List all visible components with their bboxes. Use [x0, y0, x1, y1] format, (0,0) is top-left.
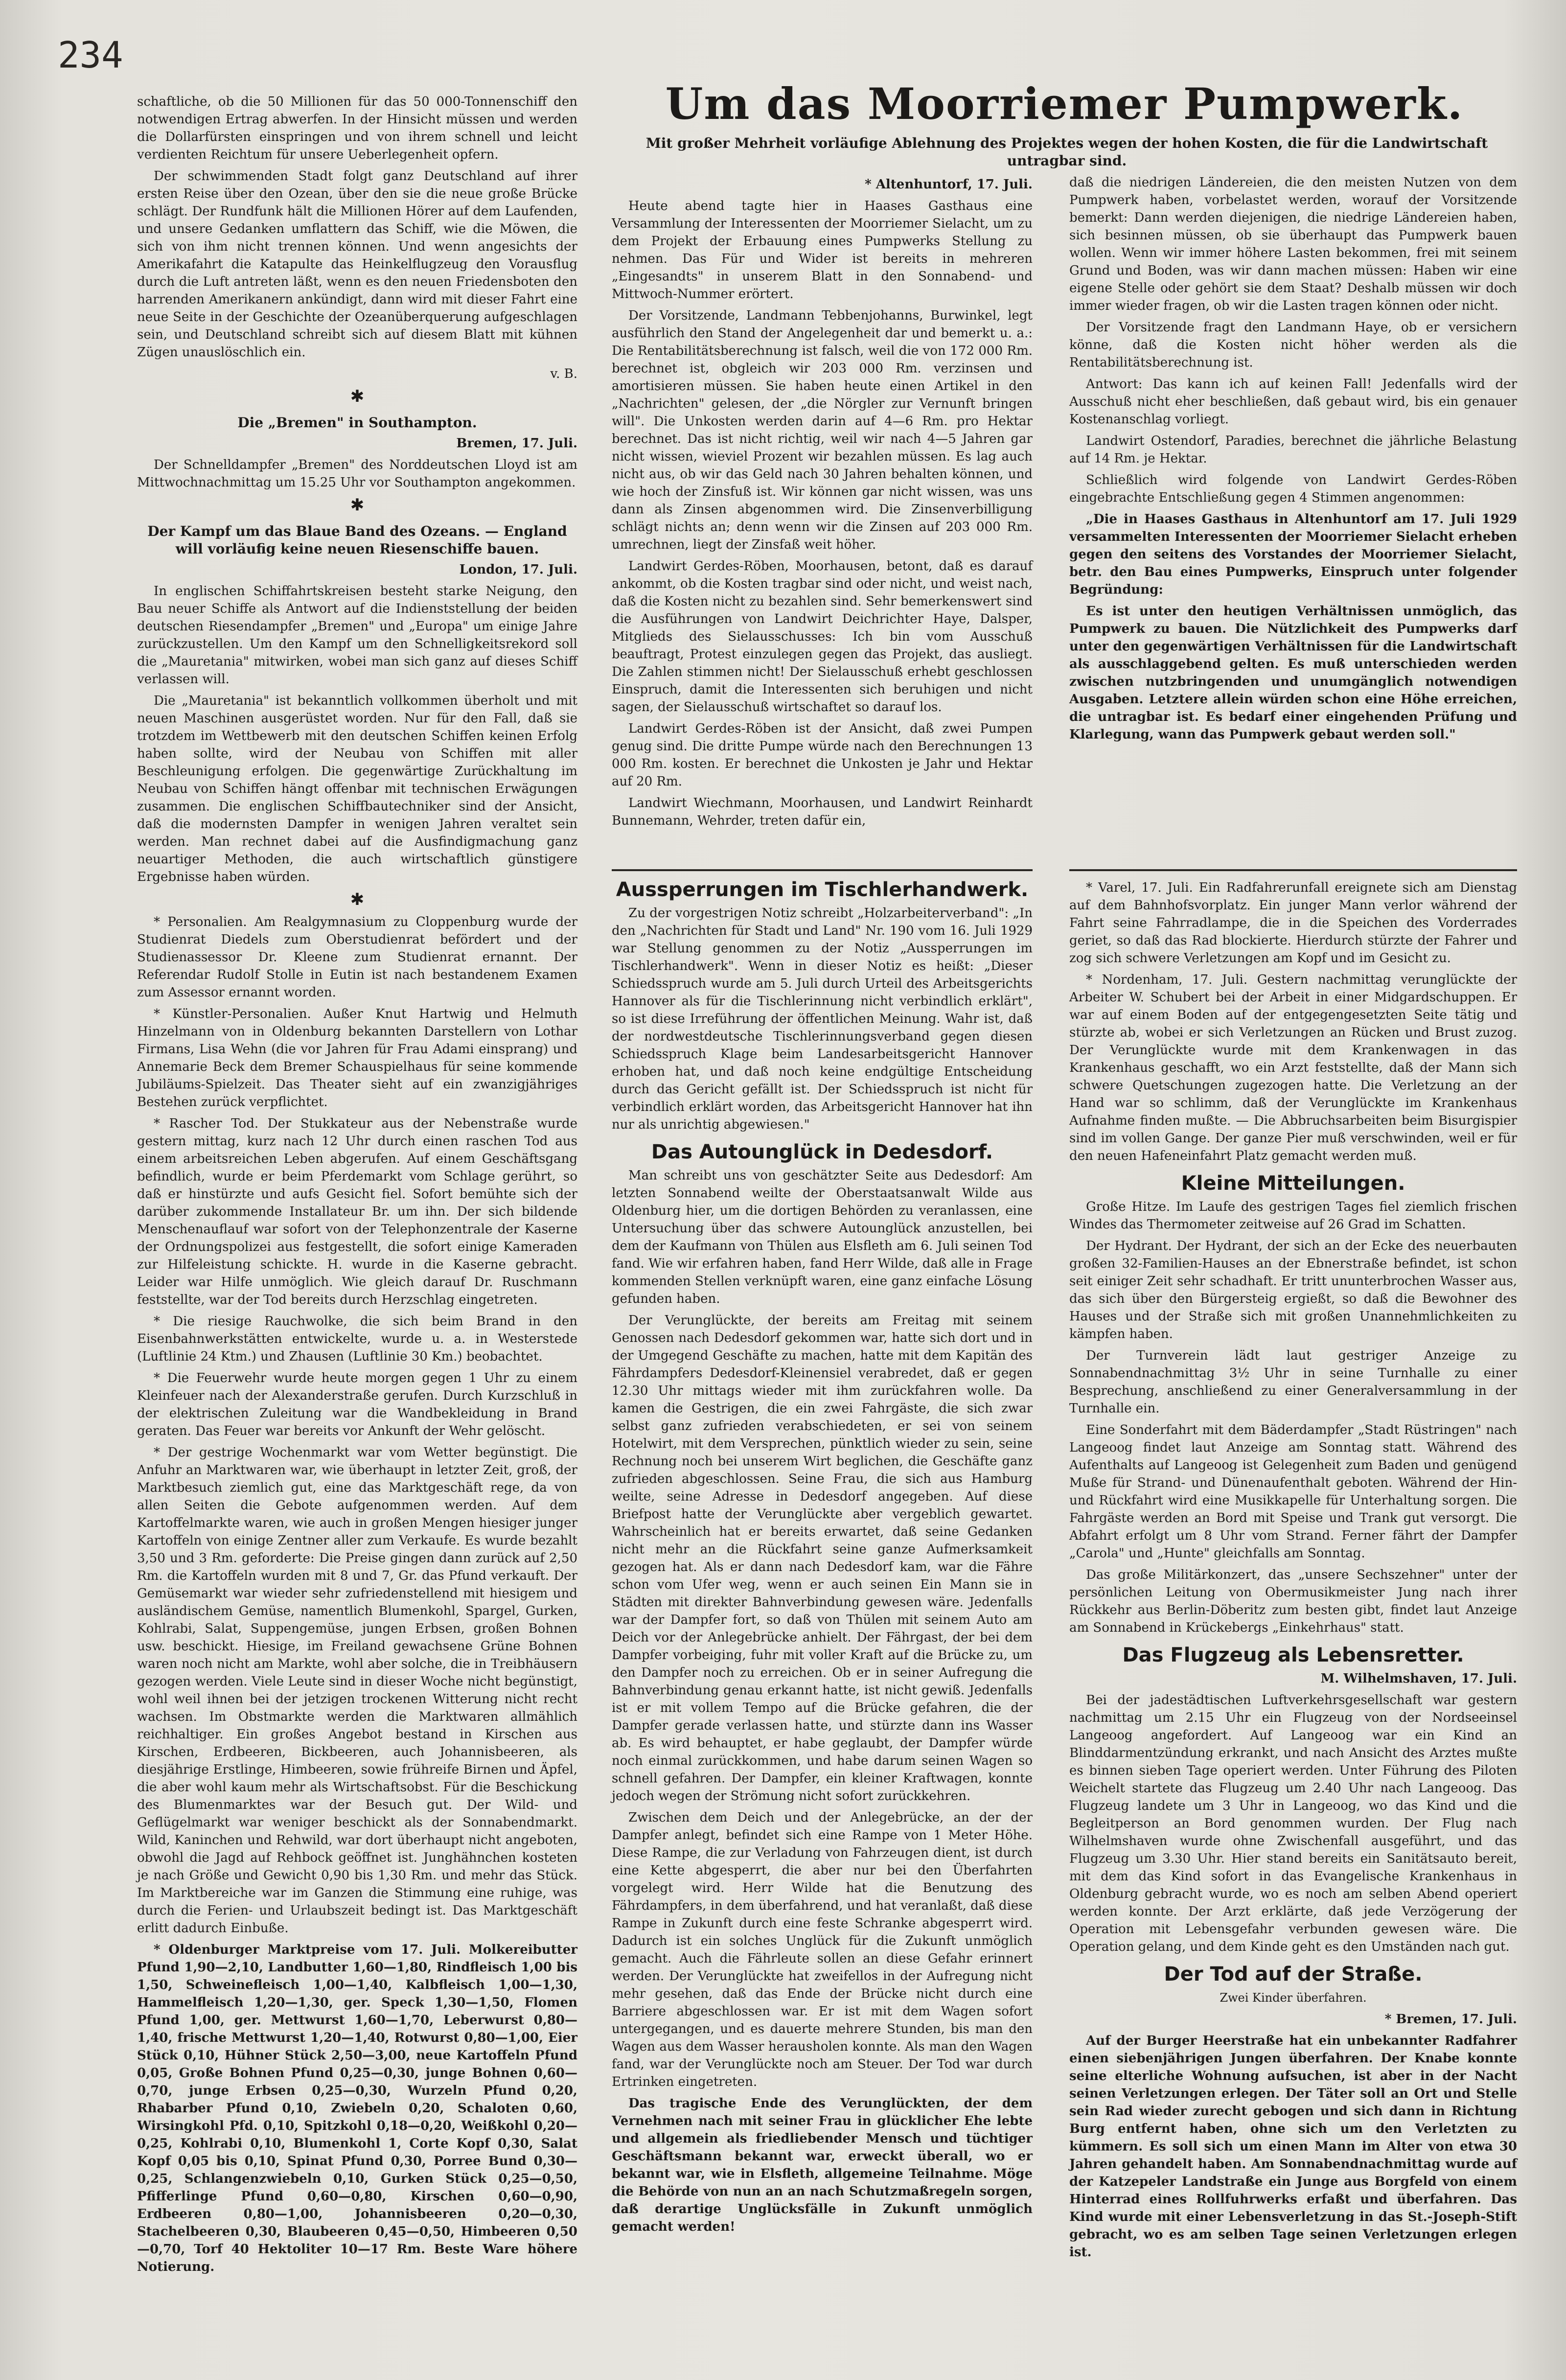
column-left: [137, 93, 577, 2280]
column-middle: [612, 174, 1033, 833]
paragraph: Der schwimmenden Stadt folgt ganz Deutschland auf ihrer ersten Reise über den Ozean, über den sie die neue große Brücke schlägt. Der Rundfunk hält die Millionen Hörer auf dem Laufenden, und unsere Gedanken umflattern das Schiff, wie die Möwen, die sich von ihm nicht trennen können. Und wenn angesichts der Amerikafahrt die Katapulte das Heinkelflugzeug den Vorausflug durch die Luft antreten läßt, wenn es den neuen Friedensboten den harrenden Amerikanern ankündigt, dann wird mit dieser Fahrt eine neue Seite in der Geschichte der Ozeanüberquerung aufgeschlagen sein, und Deutschland schreibt sich auf diesem Blatt mit kühnen Zügen unauslöschlich ein.: [137, 169, 577, 360]
paragraph: Heute abend tagte hier in Haases Gasthaus eine Versammlung der Interessenten der Moorriemer Sielacht, um zu dem Projekt der Erbauung eines Pumpwerks Stellung zu nehmen. Das Für und Wider ist bereits in mehreren „Eingesandts" in unserem Blatt in den Sonnabend- und Mittwoch-Nummer erörtert.: [612, 199, 1033, 301]
short-notice: Eine Sonderfahrt mit dem Bäderdampfer „Stadt Rüstringen" nach Langeoog findet laut Anzeige am Sonntag statt. Während des Aufenthalts auf Langeoog ist Gelegenheit zum Baden und genügend Muße für Strand- und Dünenaufenthalt geboten. Während der Hin- und Rückfahrt wird eine Musikkapelle für Unterhaltung sorgen. Die Fahrgäste werden an Bord mit Speise und Trank gut versorgt. Die Abfahrt erfolgt um 8 Uhr vom Strand. Ferner fährt der Dampfer „Carola" und „Hunte" gleichfalls am Sonntag.: [1069, 1423, 1517, 1561]
article-subtitle: Zwei Kinder überfahren.: [1220, 1991, 1367, 2005]
paragraph: Schließlich wird folgende von Landwirt Gerdes-Röben eingebrachte Entschließung gegen 4 Stimmen angenommen:: [1069, 473, 1517, 505]
local-news-item: * Die Feuerwehr wurde heute morgen gegen 1 Uhr zu einem Kleinfeuer nach der Alexanderstraße gerufen. Durch Kurzschluß in der elektrischen Zuleitung war die Wandbekleidung in Brand geraten. Das Feuer war bereits vor Ankunft der Wehr gelöscht.: [137, 1371, 577, 1438]
dateline: * Altenhuntorf, 17. Juli.: [865, 177, 1033, 192]
paragraph: Der Vorsitzende, Landmann Tebbenjohanns, Burwinkel, legt ausführlich den Stand der Angelegenheit dar und bemerkt u. a.: Die Rentabilitätsberechnung ist falsch, weil die von 172 000 Rm. berechnet ist, obgleich wir 203 000 Rm. verzinsen und amortisieren müssen. Sie haben heute einen Artikel in den „Nachrichten" gelesen, der „die Nörgler zur Vernunft bringen will". Die Unkosten werden darin auf 4—6 Rm. pro Hektar berechnet. Das ist nicht richtig, weil wir nach 4—5 Jahren gar nicht wissen, wieviel Prozent wir bezahlen müssen. Es lag auch nicht aus, ob wir das Geld nach 30 Jahren behalten können, und wie hoch der Zinsfuß ist. Wir können gar nicht wissen, was uns dann als Zinsen abgenommen wird. Die Zinsenverbilligung schlägt nichts an; denn wenn wir die Zinsen auf 203 000 Rm. umrechnen, liegt der Zinsfaß weit höher.: [612, 308, 1033, 552]
local-news-item: * Varel, 17. Juli. Ein Radfahrerunfall ereignete sich am Dienstag auf dem Bahnhofsvorplatz. Ein junger Mann verlor während der Fahrt seine Fahrradlampe, die in die Speichen des Vorderrades geriet, so daß das Rad blockierte. Hierdurch stürzte der Fahrer und zog sich schwere Verletzungen am Kopf und im Gesicht zu.: [1069, 880, 1517, 966]
divider: [612, 869, 1033, 871]
paragraph: Der Vorsitzende fragt den Landmann Haye, ob er versichern könne, daß die Kosten nicht höher werden als die Rentabilitätsberechnung ist.: [1069, 320, 1517, 370]
paragraph: Landwirt Gerdes-Röben ist der Ansicht, daß zwei Pumpen genug sind. Die dritte Pumpe würde nach den Berechnungen 13 000 Rm. kosten. Er berechnet die Unkosten je Jahr und Hektar auf 20 Rm.: [612, 721, 1033, 789]
separator-star-icon: ✱: [350, 495, 365, 515]
column-right-lower: [1069, 861, 1517, 2265]
article-title: Der Kampf um das Blaue Band des Ozeans. — England will vorläufig keine neuen Riesenschiffe bauen.: [147, 523, 567, 557]
divider: [1069, 869, 1517, 871]
dateline: Bremen, 17. Juli.: [456, 436, 577, 451]
paragraph: Zwischen dem Deich und der Anlegebrücke, an der der Dampfer anlegt, befindet sich eine Rampe von 1 Meter Höhe. Diese Rampe, die zur Verladung von Fahrzeugen dient, ist durch eine Kette abgesperrt, die aber nur bei den Überfahrten vorgelegt wird. Herr Wilde hat die Benutzung des Fährdampfers, in dem überfahrend, und hat veranlaßt, daß diese Rampe in Zukunft durch eine feste Schranke abgesperrt wird. Dadurch ist ein solches Unglück für die Zukunft unmöglich gemacht. Auch die Fährleute sollen an diese Gefahr erinnert werden. Der Verunglückte hat zweifellos in der Aufregung nicht mehr gesehen, daß das Ende der Brücke nicht durch eine Barriere abgeschlossen war. Er ist mit dem Wagen sofort untergegangen, und es dauerte mehrere Stunden, bis man den Wagen aus dem Wasser herausholen konnte. Als man den Wagen fand, war der Verunglückte noch am Steuer. Der Tod war durch Ertrinken eingetreten.: [612, 1810, 1033, 2089]
separator-star-icon: ✱: [350, 387, 365, 406]
short-notice: Große Hitze. Im Laufe des gestrigen Tages fiel ziemlich frischen Windes das Thermometer zeitweise auf 26 Grad im Schatten.: [1069, 1200, 1517, 1232]
paragraph: Auf der Burger Heerstraße hat ein unbekannter Radfahrer einen siebenjährigen Jungen überfahren. Der Knabe konnte seine elterliche Wohnung aufsuchen, ist aber in der Nacht seinen Verletzungen erlegen. Der Täter soll an Ort und Stelle sein Rad wieder zurecht gebogen und sich dann in Richtung Burg entfernt haben, ohne sich um den Verletzten zu kümmern. Es soll sich um einen Mann im Alter von etwa 30 Jahren gehandelt haben. Am Sonnabendnachmittag wurde auf der Katzepeler Landstraße ein Junge aus Borgfeld von einem Hinterrad eines Rollfuhrwerks erfaßt und überfahren. Das Kind wurde mit einer Lebensverletzung in das St.-Joseph-Stift gebracht, wo es am selben Tage seinen Verletzungen erlegen ist.: [1069, 2033, 1517, 2260]
local-news-item: * Nordenham, 17. Juli. Gestern nachmittag verunglückte der Arbeiter W. Schubert bei der Arbeit in einer Midgardschuppen. Er war auf einem Boden auf der entgegengesetzten Seite tätig und stürzte ab, wobei er sich Verletzungen an Rücken und Brust zuzog. Der Verunglückte wurde mit dem Krankenwagen in das Krankenhaus geschafft, wo ein Arzt feststellte, daß der Mann sich schwere Quetschungen zugezogen hatte. Die Verletzung an der Hand war so schlimm, daß der Verunglückte im Krankenhaus Aufnahme finden mußte. — Die Abbruchsarbeiten beim Bisurgispier sind im vollen Gange. Der ganze Pier muß verschwinden, weil er für den neuen Hafeneinfahrt Platz gemacht werden muß.: [1069, 972, 1517, 1163]
paragraph: Landwirt Ostendorf, Paradies, berechnet die jährliche Belastung auf 14 Rm. je Hektar.: [1069, 434, 1517, 466]
paragraph: Landwirt Gerdes-Röben, Moorhausen, betont, daß es darauf ankommt, ob die Kosten tragbar sind oder nicht, und weist nach, daß die Kosten nicht zu bezahlen sind. Sehr bemerkenswert sind die Ausführungen von Landwirt Deichrichter Haye, Dalsper, Mitglieds des Sielausschusses: Ich bin vom Ausschuß beauftragt, Protest einzulegen gegen das Projekt, das ausliegt. Die Zahlen stimmen nicht! Der Sielausschuß erhebt geschlossen Einspruch, damit die Interessenten sich beruhigen und nicht sagen, der Sielausschuß wirtschaftet so darauf los.: [612, 559, 1033, 715]
separator-star-icon: ✱: [350, 890, 365, 909]
paragraph: Der Verunglückte, der bereits am Freitag mit seinem Genossen nach Dedesdorf gekommen war, hatte sich dort und in der Umgegend Geschäfte zu machen, hatte mit dem Kapitän des Fährdampfers Dedesdorf-Kleinensiel verabredet, daß er gegen 12.30 Uhr mittags wieder mit ihm zurückfahren wolle. Da kamen die Gestrigen, die ein zwei Fahrgäste, die sich zwar selbst ganz zufrieden verabschiedeten, er sei von seinem Hotelwirt, mit dem Versprechen, pünktlich wieder zu sein, seine Rechnung noch bei unserem Wirt beglichen, die Geschäfte ganz zufrieden abgeschlossen. Seine Frau, die sich aus Hamburg weilte, seine Adresse in Dedesdorf angegeben. Auf diese Briefpost hatte der Verunglückte aber vergeblich gewartet. Wahrscheinlich hat er bereits erwartet, daß seine Gedanken nicht mehr an die Rückfahrt seine ganze Aufmerksamkeit gezogen hat. Als er dann nach Dedesdorf kam, war die Fähre schon vom Ufer weg, wenn er auch seinen Ein Mann sie in Städten mit direkter Bahnverbindung gewesen wäre. Jedenfalls war der Dampfer fort, so daß von Thülen mit seinem Auto am Deich vor der Anlegebrücke anhielt. Der Fährgast, der bei dem Dampfer vorbeiging, fuhr mit voller Kraft auf die Brücke zu, um den Dampfer noch zu erreichen. Ob er in seiner Aufregung die Bahnverbindung genau erkannt hatte, ist nicht gewiß. Jedenfalls ist er mit vollem Tempo auf die Brücke gefahren, die der Dampfer gerade verlassen hatte, und stürzte dann ins Wasser ab. Es wird behauptet, er habe geglaubt, der Dampfer würde noch einmal zurückkommen, und habe darum seinen Wagen so schnell gefahren. Der Dampfer, ein kleiner Kraftwagen, konnte jedoch wegen der Strömung nicht sofort zurückkehren.: [612, 1313, 1033, 1803]
paragraph: Man schreibt uns von geschätzter Seite aus Dedesdorf: Am letzten Sonnabend weilte der Oberstaatsanwalt Wilde aus Oldenburg hier, um die dortigen Behörden zu veranlassen, eine Untersuchung über das schwere Autounglück anzustellen, bei dem der Kaufmann von Thülen aus Elsfleth am 6. Juli seinen Tod fand. Wie wir erfahren haben, fand Herr Wilde, daß alle in Frage kommenden Stellen verknüpft waren, eine ganz einfache Lösung gefunden haben.: [612, 1168, 1033, 1306]
paragraph: Bei der jadestädtischen Luftverkehrsgesellschaft war gestern nachmittag um 2.15 Uhr ein Flugzeug von der Nordseeinsel Langeoog angefordert. Auf Langeoog war ein Kind an Blinddarmentzündung erkrankt, und nach Ansicht des Arztes mußte es binnen sieben Tage operiert werden. Unter Führung des Piloten Weichelt startete das Flugzeug um 2.40 Uhr nach Langeoog. Das Flugzeug landete um 3 Uhr in Langeoog, wo das Kind und die Begleitperson an Bord genommen wurden. Der Flug nach Wilhelmshaven wurde ohne Zwischenfall ausgeführt, und das Flugzeug um 3.30 Uhr. Hier stand bereits ein Sanitätsauto bereit, mit dem das Kind sofort in das Evangelische Krankenhaus in Oldenburg gebracht wurde, wo es noch am selben Abend operiert werden konnte. Der Arzt erklärte, daß jede Verzögerung der Operation mit Lebensgefahr verbunden gewesen wäre. Die Operation gelang, und dem Kinde geht es den Umständen nach gut.: [1069, 1693, 1517, 1954]
paragraph: daß die niedrigen Ländereien, die den meisten Nutzen von dem Pumpwerk haben, vorbelastet werden, worauf der Vorsitzende bemerkt: Dann werden diejenigen, die niedrige Ländereien haben, sich besinnen müssen, ob sie überhaupt das Pumpwerk bauen wollen. Wenn wir immer höhere Lasten bekommen, frei mit seinem Grund und Boden, was wir dann machen müssen: Haben wir eine eigene Stelle oder gehört sie dem Staat? Deshalb müssen wir doch immer wieder fragen, ob wir die Lasten tragen können oder nicht.: [1069, 175, 1517, 313]
resolution-text: Es ist unter den heutigen Verhältnissen unmöglich, das Pumpwerk zu bauen. Die Nützlichkeit des Pumpwerks darf unter den gegenwärtigen Verhältnissen für die Landwirtschaft als ausschlaggebend gelten. Es muß unterschieden werden zwischen nutzbringenden und unumgänglich notwendigen Ausgaben. Letztere allein würden schon eine Höhe erreichen, die untragbar ist. Es bedarf einer eingehenden Prüfung und Klarlegung, wann das Pumpwerk gebaut werden soll.": [1069, 604, 1517, 742]
local-news-item: * Personalien. Am Realgymnasium zu Cloppenburg wurde der Studienrat Diedels zum Oberstudienrat befördert und der Studienassessor Dr. Kleene zum Studienrat ernannt. Der Referendar Rudolf Stolle in Eutin ist nach bestandenem Examen zum Assessor ernannt worden.: [137, 915, 577, 1000]
paragraph: Das tragische Ende des Verunglückten, der dem Vernehmen nach mit seiner Frau in glücklicher Ehe lebte und allgemein als friedliebender Mensch und tüchtiger Geschäftsmann bekannt war, erweckt überall, wo er bekannt war, wie in Elsfleth, allgemeine Teilnahme. Möge die Behörde von nun an an nach Schutzmaßregeln sorgen, daß derartige Unglücksfälle in Zukunft unmöglich gemacht werden!: [612, 2096, 1033, 2234]
article-title: Das Autounglück in Dedesdorf.: [651, 1141, 993, 1163]
column-right: [1069, 174, 1517, 747]
paragraph: Der Schnelldampfer „Bremen" des Norddeutschen Lloyd ist am Mittwochnachmittag um 15.25 Uhr vor Southampton angekommen.: [137, 458, 577, 490]
paragraph: schaftliche, ob die 50 Millionen für das 50 000-Tonnenschiff den notwendigen Ertrag abwerfen. In der Hinsicht müssen und werden die Dollarfürsten einspringen und von ihrem schnell und leicht verdienten Reichtum für unsere Ueberlegenheit opfern.: [137, 94, 577, 162]
paragraph: In englischen Schiffahrtskreisen besteht starke Neigung, den Bau neuer Schiffe als Antwort auf die Indienststellung der beiden deutschen Riesendampfer „Bremen" und „Europa" um einige Jahre zurückzustellen. Um den Kampf um den Schnelligkeitsrekord soll die „Mauretania" mitwirken, wobei man sich ganz auf dieses Schiff verlassen will.: [137, 584, 577, 687]
article-title: Das Flugzeug als Lebensretter.: [1122, 1644, 1464, 1666]
dateline: M. Wilhelmshaven, 17. Juli.: [1320, 1671, 1517, 1686]
local-news-item: * Die riesige Rauchwolke, die sich beim Brand in den Eisenbahnwerkstätten entwickelte, wurde u. a. in Westerstede (Luftlinie 24 Ktm.) und Zhausen (Luftlinie 30 Km.) beobachtet.: [137, 1314, 577, 1364]
short-notice: Das große Militärkonzert, das „unsere Sechszehner" unter der persönlichen Leitung von Obermusikmeister Jung nach ihrer Rückkehr aus Berlin-Döberitz zum besten gibt, findet laut Anzeige am Sonnabend in Krückebergs „Einkehrhaus" statt.: [1069, 1568, 1517, 1635]
local-news-item: * Rascher Tod. Der Stukkateur aus der Nebenstraße wurde gestern mittag, kurz nach 12 Uhr durch einen raschen Tod aus einem arbeitsreichen Leben abgerufen. Auf einem Geschäftsgang befindlich, wurde er beim Pferdemarkt vom Schlage gerührt, so daß er hinstürzte und aufs Gesicht fiel. Sofort bemühte sich der darüber zukommende Installateur Br. um ihn. Der sich bildende Menschenauflauf war sofort von der Telephonzentrale der Kaserne der Ordnungspolizei aus festgestellt, die sofort einige Kameraden zur Hilfeleistung schickte. H. wurde in die Kaserne gebracht. Leider war Hilfe unmöglich. Wie gleich darauf Dr. Ruschmann feststellte, war der Tod bereits durch Herzschlag eingetreten.: [137, 1116, 577, 1307]
article-title: Kleine Mitteilungen.: [1181, 1172, 1405, 1195]
paragraph: Antwort: Das kann ich auf keinen Fall! Jedenfalls wird der Ausschuß nicht eher beschließen, daß gebaut wird, bis ein genauer Kostenanschlag vorliegt.: [1069, 377, 1517, 427]
paragraph: Die „Mauretania" ist bekanntlich vollkommen überholt und mit neuen Maschinen ausgerüstet worden. Nur für den Fall, daß sie trotzdem im Wettbewerb mit den deutschen Schiffen keinen Erfolg haben sollte, wird der Neubau von Schiffen mit aller Beschleunigung erfolgen. Die gegenwärtige Zurückhaltung im Neubau von Schiffen hängt offenbar mit technischen Erwägungen zusammen. Die englischen Schiffbautechniker sind der Ansicht, daß die modernsten Dampfer in wenigen Jahren veraltet sein werden. Man rechnet dabei auf die Ausfindigmachung ganz neuartiger Methoden, die auch wirtschaftlich günstigere Ergebnisse haben würden.: [137, 693, 577, 884]
main-subheadline: Mit großer Mehrheit vorläufige Ablehnung des Projektes wegen der hohen Kosten, die für die Landwirtschaft untragbar sind.: [645, 135, 1488, 169]
article-title: Die „Bremen" in Southampton.: [237, 415, 477, 431]
short-notice: Der Hydrant. Der Hydrant, der sich an der Ecke des neuerbauten großen 32-Familien-Hauses an der Ebnerstraße befindet, ist schon seit einiger Zeit sehr schadhaft. Er tritt ununterbrochen Wasser aus, das sich über den Bürgersteig ergießt, so daß die Bewohner des Hauses und der Straße sich mit großen Unannehmlichkeiten zu kämpfen haben.: [1069, 1239, 1517, 1341]
dateline: * Bremen, 17. Juli.: [1384, 2012, 1517, 2027]
short-notice: Der Turnverein lädt laut gestriger Anzeige zu Sonnabendnachmittag 3½ Uhr in seine Turnhalle zu einer Besprechung, anschließend zu einer Generalversammlung in der Turnhalle ein.: [1069, 1348, 1517, 1416]
dateline: London, 17. Juli.: [459, 562, 577, 577]
page-number: 234: [58, 34, 123, 76]
paragraph: Zu der vorgestrigen Notiz schreibt „Holzarbeiterverband": „In den „Nachrichten für Stadt und Land" Nr. 190 vom 16. Juli 1929 war Stellung genommen zu der Notiz „Aussperrungen im Tischlerhandwerk". Wenn in dieser Notiz es heißt: „Dieser Schiedsspruch wurde am 5. Juli durch Urteil des Arbeitsgerichts Hannover als für die Tischlerinnung nicht verbindlich erklärt", so ist diese Irreführung der öffentlichen Meinung. Wahr ist, daß der nordwestdeutsche Tischlerinnungsverband gegen diesen Schiedsspruch Klage beim Landesarbeitsgericht Hannover erhoben hat, und daß noch keine endgültige Entscheidung durch das Gericht gefällt ist. Der Schiedsspruch ist nicht für verbindlich erklärt worden, das Arbeitsgericht Hannover hat ihn nur als unrichtig abgewiesen.": [612, 906, 1033, 1132]
market-prices: * Oldenburger Marktpreise vom 17. Juli. Molkereibutter Pfund 1,90—2,10, Landbutter 1,60—1,80, Rindfleisch 1,00 bis 1,50, Schweinefleisch 1,00—1,40, Kalbfleisch 1,00—1,30, Hammelfleisch 1,20—1,30, ger. Speck 1,30—1,50, Flomen Pfund 1,00, ger. Mettwurst 1,60—1,70, Leberwurst 0,80—1,40, frische Mettwurst 1,20—1,40, Rotwurst 0,80—1,00, Eier Stück 0,10, Hühner Stück 2,50—3,00, neue Kartoffeln Pfund 0,05, Große Bohnen Pfund 0,25—0,30, junge Bohnen 0,60—0,70, junge Erbsen 0,25—0,30, Wurzeln Pfund 0,20, Rhabarber Pfund 0,10, Zwiebeln 0,20, Schaloten 0,60, Wirsingkohl Pfd. 0,10, Spitzkohl 0,18—0,20, Weißkohl 0,20—0,25, Kohlrabi 0,10, Blumenkohl 1, Corte Kopf 0,30, Salat Kopf 0,05 bis 0,10, Spinat Pfund 0,30, Porree Bund 0,30—0,25, Schlangenzwiebeln 0,10, Gurken Stück 0,25—0,50, Pfifferlinge Pfund 0,60—0,80, Kirschen 0,60—0,90, Erdbeeren 0,80—1,00, Johannisbeeren 0,20—0,30, Stachelbeeren 0,30, Blaubeeren 0,45—0,50, Himbeeren 0,50—0,70, Torf 40 Hektoliter 10—17 Rm. Beste Ware höhere Notierung.: [137, 1942, 577, 2274]
author-signature: v. B.: [550, 367, 577, 381]
local-news-item: * Künstler-Personalien. Außer Knut Hartwig und Helmuth Hinzelmann von in Oldenburg bekannten Darstellern von Lothar Firmans, Lisa Wehn (die vor Jahren für Frau Adami einsprang) und Annemarie Beck dem Bremer Schauspielhaus für seine kommende Jubiläums-Spielzeit. Das Theater sieht auf ein zwanzigjähriges Bestehen zurück verpflichtet.: [137, 1007, 577, 1109]
article-title: Aussperrungen im Tischlerhandwerk.: [616, 878, 1029, 901]
paragraph: Landwirt Wiechmann, Moorhausen, und Landwirt Reinhardt Bunnemann, Wehrder, treten dafür ein,: [612, 796, 1033, 828]
article-title: Der Tod auf der Straße.: [1164, 1963, 1423, 1986]
main-headline: Um das Moorriemer Pumpwerk.: [665, 78, 1464, 129]
resolution-text: „Die in Haases Gasthaus in Altenhuntorf am 17. Juli 1929 versammelten Interessenten der Moorriemer Sielacht erheben gegen den seitens des Vorstandes der Moorriemer Sielacht, betr. den Bau eines Pumpwerks, Einspruch unter folgender Begründung:: [1069, 512, 1517, 597]
local-news-item: * Der gestrige Wochenmarkt war vom Wetter begünstigt. Die Anfuhr an Marktwaren war, wie überhaupt in letzter Zeit, groß, der Marktbesuch ziemlich gut, eine das Marktgeschäft rege, da von allen Seiten die Gebote aufgenommen werden. Auf dem Kartoffelmarkte waren, wie auch in großen Mengen hiesiger junger Kartoffeln von einige Zentner aller zum Verkaufe. Es wurde bezahlt 3,50 und 3 Rm. geforderte: Die Preise gingen dann zurück auf 2,50 Rm. die Kartoffeln wurden mit 8 und 7, Gr. das Pfund verkauft. Der Gemüsemarkt war wieder sehr zufriedenstellend mit hiesigem und ausländischem Gemüse, namentlich Blumenkohl, Spargel, Gurken, Kohlrabi, Salat, Suppengemüse, jungen Erbsen, großen Bohnen usw. beschickt. Hiesige, im Freiland gewachsene Grüne Bohnen waren noch nicht am Markte, wohl aber solche, die in Treibhäusern gezogen werden. Viele Leute sind in dieser Woche nicht begünstigt, wohl weil ihnen bei der jetzigen trockenen Witterung nicht recht wachsen. Im Obstmarkte werden die Marktwaren allmählich reichhaltiger. Ein großes Angebot bestand in Kirschen aus Kirschen, Erdbeeren, Bickbeeren, auch Johannisbeeren, als diesjährige Erstlinge, Himbeeren, sowie frühreife Birnen und Äpfel, die aber wohl kaum mehr als Wirtschaftsobst. Für die Beschickung des Blumenmarktes war der Besuch gut. Der Wild- und Geflügelmarkt war weniger beschickt als der Sonnabendmarkt. Wild, Kaninchen und Rehwild, war dort überhaupt nicht angeboten, obwohl die Jagd auf Rehbock geöffnet ist. Junghähnchen kosteten je nach Größe und Gewicht 0,90 bis 1,30 Rm. und mehr das Stück. Im Marktbereiche war im Ganzen die Stimmung eine ruhige, was durch die Ferien- und Urlaubszeit bedingt ist. Das Marktgeschäft erlitt dadurch Einbuße.: [137, 1445, 577, 1936]
column-middle-lower: [612, 861, 1033, 2240]
